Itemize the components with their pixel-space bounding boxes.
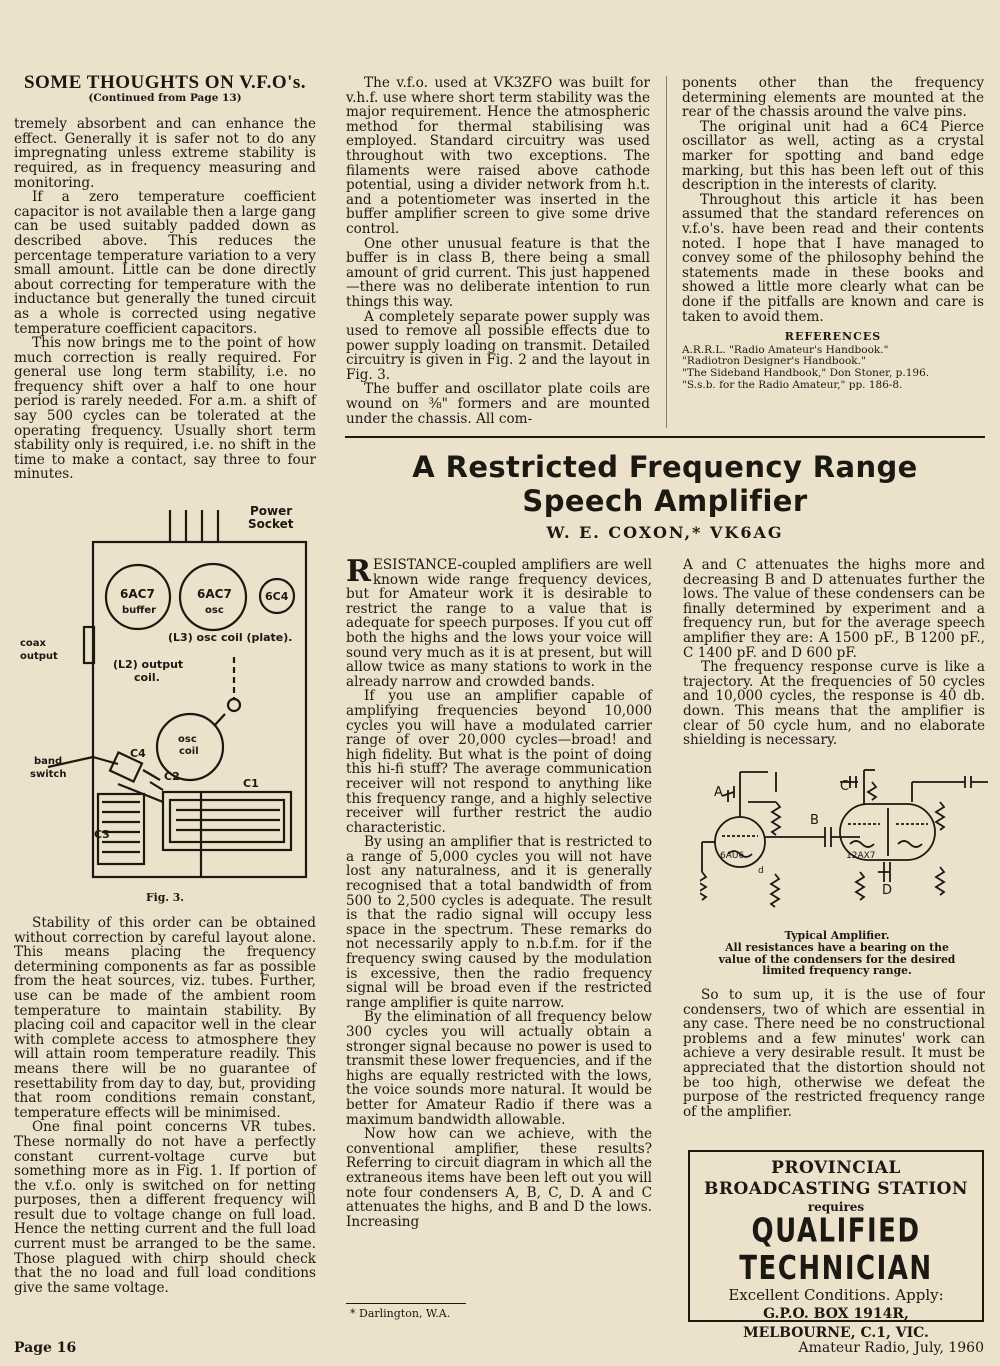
reference-item: A.R.R.L. "Radio Amateur's Handbook." [682,343,889,356]
circuit-label-d-small: d [758,866,764,876]
fig3-label-valve2-sub: osc [205,605,224,616]
paragraph: If you use an amplifier capable of amplifying frequencies beyond 10,000 cycles you will have a modulated carrier range of over 20,000 cycles—broad! and high fidelity. But what is the point of doing this hi-fi stuff? The average communication receiver will not respond to anything like this frequency range, and a highly selective receiver will further restrict the audio characteristic. [346,688,652,836]
fig3-label-c3: C3 [94,828,110,841]
opening-paragraph [346,554,652,690]
fig3-label-osc: osc [178,734,197,745]
paragraph: A and C attenuates the highs more and decreasing B and D attenuates further the lows. The value of these condensers can be finally determined by experiment and a frequency run, but for the average speech amplifier they are: A 1500 pF., B 1200 pF., C 1400 pF. and D 600 pF. [683,557,985,661]
continued-note: (Continued from Page 13) [88,91,242,104]
fig3-label-band: band [34,756,63,767]
fig3-label-coax: coax [20,638,46,649]
circuit-label-c: C [840,779,850,794]
fig3-label-output: output [20,651,58,662]
footnote-rule [346,1303,466,1304]
fig3-label-valve3: 6C4 [265,590,289,603]
paragraph: By the elimination of all frequency below 300 cycles you will actually obtain a stronger signal because no power is used to transmit these lower frequencies, and if the highs are equally restricted with the lows, the voice sounds more natural. It would be better for Amateur Radio if there was a maximum bandwidth allowable. [346,1009,652,1128]
reference-item: "Radiotron Designer's Handbook." [682,355,866,368]
paragraph: The v.f.o. used at VK3ZFO was built for v.h.f. use where short term stability was the major requirement. Hence the atmospheric method for thermal stabilising was employed. Standard circuitry was used throughout with two exceptions. The filaments were raised above cathode potential, using a divider network from h.t. and a potentiometer was inserted in the buffer amplifier screen to give some drive control. [346,75,650,237]
article2-title [345,450,985,518]
circuit-caption-text: All resistances have a bearing on the value of the condensers for the desired limited frequency range. [718,940,956,978]
fig3-label-power: Power [250,504,293,518]
paragraph: The frequency response curve is like a trajectory. At the frequencies of 50 cycles and 10,000 cycles, the response is 40 db. down. This means that the amplifier is clear of 50 cycle hum, and no elaborate shielding is necessary. [683,659,985,749]
article2-byline: W. E. COXON,* VK6AG [546,523,784,542]
paragraph: This now brings me to the point of how much correction is really required. For general use long term stability, i.e. no frequency shift over a half to one hour period is rarely needed. For a.m. a shift of say 500 cycles can be tolerated at the operating frequency. Usually short term stability only is required, i.e. no shift in the time to make a contact, say three to four minutes. [14,335,316,483]
advert-headline: QUALIFIED TECHNICIAN [739,1212,933,1288]
article1-left-column [14,72,316,483]
article1-middle-column [346,76,650,426]
paragraph: The original unit had a 6C4 Pierce oscillator as well, acting as a crystal marker for spotting and band edge marking, but this has been left out of this description in the interests of clarity. [682,118,984,194]
paragraph: Throughout this article it has been assumed that the standard references on v.f.o's. have been read and their contents noted. I hope that I have managed to convey some of the philosophy behind the statements made in these books and showed a little more clearly what can be done if the pitfalls are known and care is taken to avoid them. [682,191,984,325]
drop-cap: R [346,554,371,589]
advert-line5: Excellent Conditions. Apply: [728,1286,944,1304]
references-heading: REFERENCES [784,330,882,344]
reference-item: "The Sideband Handbook," Don Stoner, p.196. [682,367,930,380]
fig3-label-c1: C1 [243,777,259,790]
fig3-label-valve1: 6AC7 [120,587,155,601]
fig3-label-socket: Socket [248,517,294,531]
paragraph: Now how can we achieve, with the conventional amplifier, these results? Referring to circuit diagram in which all the extraneous items have been left out you will note four condensers A, B, C, D. A and C attenuates the highs, and B and D the lows. Increasing [346,1126,652,1230]
article2-title-line1: A Restricted Frequency Range [412,450,918,484]
circuit-label-d: D [882,883,893,898]
opening-text: ESISTANCE-coupled amplifiers are well known wide range frequency devices, but for Amateur work it is desirable to restrict the range to a value that is adequate for speech purposes. If you cut off both the highs and the lows your voice will sound very much as it is at present, but will allow twice as many stations to work in the already narrow and crowded bands. [346,557,652,690]
fig3-label-c4: C4 [130,747,146,760]
paragraph: One other unusual feature is that the buffer is in class B, there being a small amount of grid current. This just happened—there was no deliberate intention to run things this way. [346,235,650,310]
fig3-label-l2-coil: coil. [134,671,160,684]
job-advertisement [688,1150,984,1341]
article2-left-column [346,554,652,1230]
column-rule [666,76,667,428]
circuit-label-a: A [714,785,723,800]
circuit-caption [712,930,962,977]
circuit-caption-title: Typical Amplifier. [784,929,890,942]
article1-right-column [682,76,984,392]
advert-line6: G.P.O. BOX 1914R, [763,1306,909,1322]
fig3-label-valve2: 6AC7 [197,587,232,601]
article-separator-rule [345,436,985,438]
fig3-label-c2: C2 [164,770,180,783]
publication-footer: Amateur Radio, July, 1960 [798,1340,984,1356]
fig3-layout-diagram [18,502,318,912]
article2-title-line2: Speech Amplifier [522,484,808,518]
references-list [682,345,984,392]
circuit-label-tube2: 12AX7 [846,851,876,861]
article1-left-column-lower [14,916,316,1295]
paragraph: A completely separate power supply was used to remove all possible effects due to power supply loading on transmit. Detailed circuitry is given in Fig. 2 and the layout in Fig. 3. [346,308,650,383]
fig3-caption: Fig. 3. [145,891,185,904]
advert-line1: PROVINCIAL [771,1158,901,1178]
paragraph: tremely absorbent and can enhance the effect. Generally it is safer not to do any impregnating unless extreme stability is required, as in frequency measuring and monitoring. [14,116,316,191]
paragraph: So to sum up, it is the use of four condensers, two of which are essential in any case. There need be no constructional problems and a few minutes' work can achieve a very desirable result. It must be appreciated that the distortion should not be too high, otherwise we defeat the purpose of the restricted frequency range of the amplifier. [683,987,985,1120]
circuit-label-b: B [810,813,819,828]
article2-right-column [683,558,985,748]
paragraph: ponents other than the frequency determining elements are mounted at the rear of the chassis around the valve pins. [682,75,984,121]
paragraph: One final point concerns VR tubes. These normally do not have a perfectly constant current-voltage curve but something more as in Fig. 1. If portion of the v.f.o. only is switched on for netting purposes, then a different frequency will result due to voltage change on full load. Hence the netting current and the full load current must be arranged to be the same. Those plagued with chirp should check that the no load and full load conditions give the same voltage. [14,1119,316,1296]
paragraph: The buffer and oscillator plate coils are wound on ⅜" formers and are mounted under the chassis. All com- [346,381,650,427]
amplifier-circuit-diagram [700,762,990,930]
advert-line3: requires [807,1200,865,1214]
advert-line7: MELBOURNE, C.1, VIC. [743,1325,929,1341]
fig3-label-valve1-sub: buffer [122,605,157,616]
footnote: * Darlington, W.A. [350,1307,451,1320]
advert-line2: BROADCASTING STATION [703,1179,969,1199]
fig3-label-l2: (L2) output [113,658,184,671]
fig3-label-switch: switch [30,769,67,780]
circuit-label-tube1: 6AU6 [720,851,745,861]
page-number: Page 16 [14,1340,77,1356]
reference-item: "S.s.b. for the Radio Amateur," pp. 186-8. [682,379,903,392]
article2-right-column-lower [683,988,985,1119]
article1-title: SOME THOUGHTS ON V.F.O's. [23,72,307,93]
fig3-label-l3: (L3) osc coil (plate). [168,631,293,644]
paragraph: Stability of this order can be obtained without correction by careful layout alone. This means placing the frequency determining components as far as possible from the heat sources, viz. tubes. Further, use can be made of the ambient room temperature to maintain stability. By placing coil and capacitor well in the clear with complete access to atmosphere they will attain room temperature readily. This means there will be no guarantee of resettability from day to day, but, providing that room conditions remain constant, temperature effects will be minimised. [14,915,316,1121]
fig3-label-coil: coil [179,746,199,757]
paragraph: By using an amplifier that is restricted to a range of 5,000 cycles you will not have lost any naturalness, and it is generally recognised that a total bandwidth of from 500 to 2,500 cycles is adequate. The result is that the radio signal will occupy less space in the spectrum. These remarks do not necessarily apply to n.b.f.m. for if the frequency swing caused by the modulation is excessive, then the radio frequency signal will be broad even if the restricted range amplifier is quite narrow. [346,834,652,1011]
paragraph: If a zero temperature coefficient capacitor is not available then a large gang can be used suitably padded down as described above. This reduces the percentage temperature variation to a very small amount. Little can be done directly about correcting for temperature with the inductance but generally the tuned circuit as a whole is corrected using negative temperature coefficient capacitors. [14,189,316,337]
